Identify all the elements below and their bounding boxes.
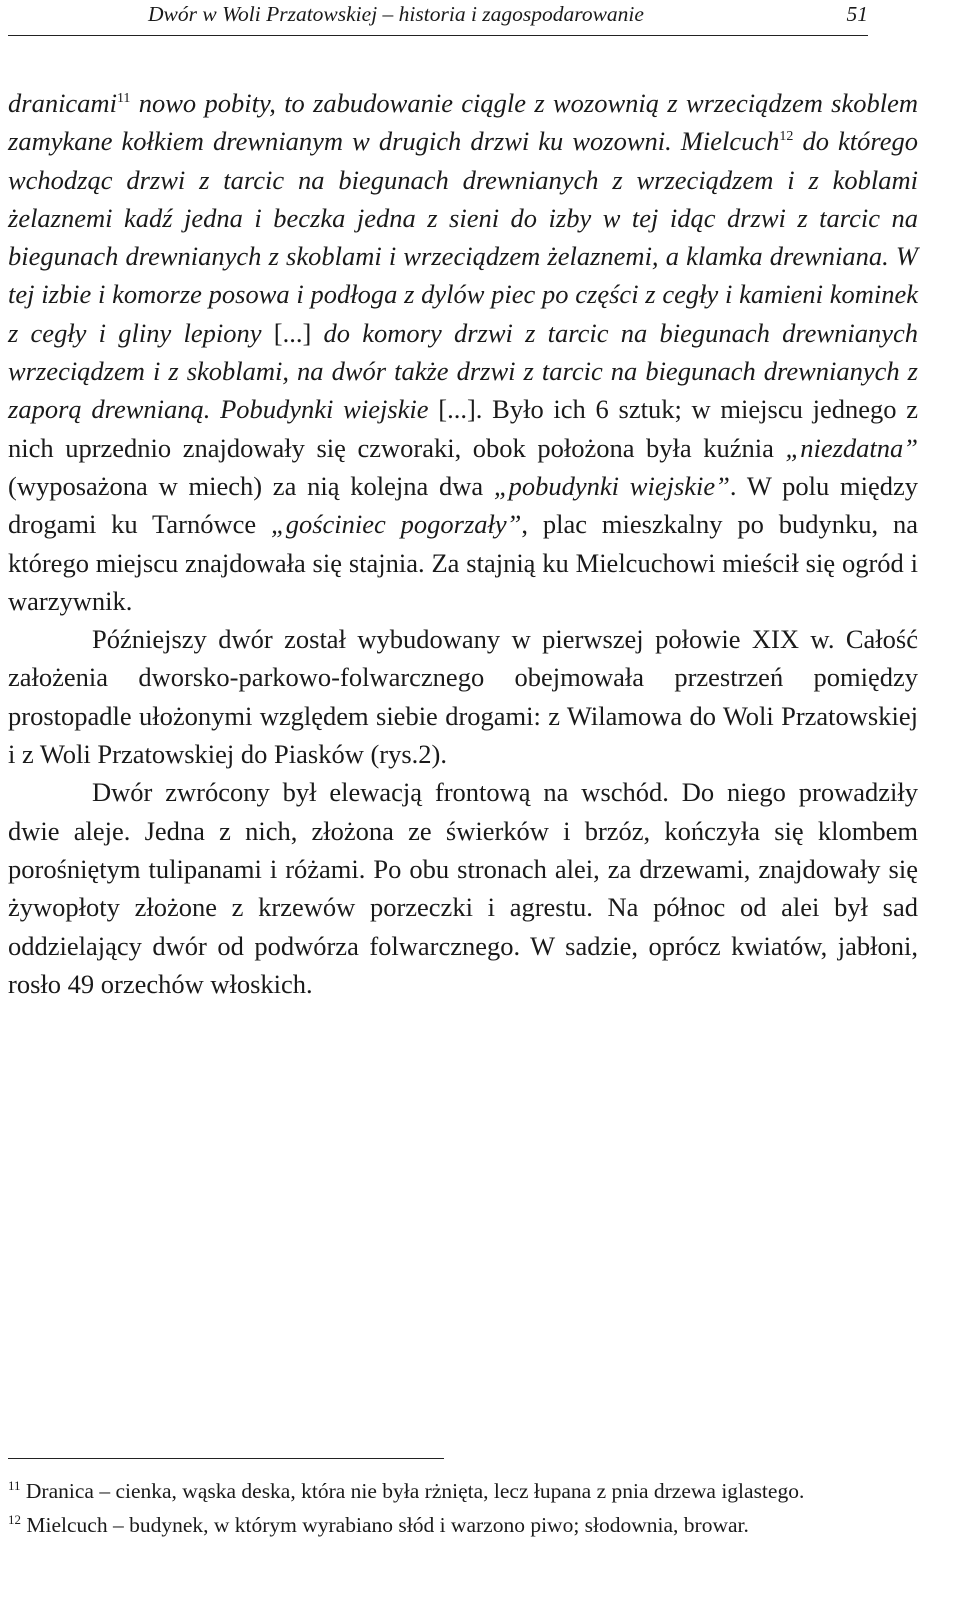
footnote-ref-11: 11 [116, 91, 131, 107]
ellipsis-bracket: [...] [273, 317, 312, 348]
text-span: . Było ich 6 sztuk; w miejscu jednego z nich uprzednio znajdowały się czworaki, obok położona była kuźnia [8, 394, 918, 463]
footnote-mark: 12 [8, 1511, 21, 1527]
main-text [8, 84, 918, 1003]
footnote-text: Dranica – cienka, wąska deska, która nie była rżnięta, lecz łupana z pnia drzewa iglastego. [20, 1479, 805, 1503]
footnotes [8, 1474, 918, 1542]
text-span: nowo pobity, to zabudowanie ciągle z wozownią z wrzeciądzem skoblem zamykane kołkiem drewnianym w drugich drzwi ku wozowni. Mielcuch [8, 88, 918, 157]
text-span: , plac mieszkalny po budynku, na którego miejscu znajdowała się stajnia. Za stajnią ku Mielcuchowi mieścił się ogród i warzywnik. [8, 509, 918, 616]
footnote-12 [8, 1508, 918, 1542]
text-span: do którego wchodząc drzwi z tarcic na biegunach drewnianych z wrzeciądzem i z koblami żelaznemi kadź jedna i beczka jedna z sieni do izby w tej idąc drzwi z tarcic na biegunach drewnianych z skoblami i wrzeciądzem żelaznemi, a klamka drewniana. W tej izbie i komorze posowa i podłoga z dylów piec po części z cegły i kamieni kominek z cegły i gliny lepiony [8, 126, 919, 348]
paragraph-later-manor: Późniejszy dwór został wybudowany w pierwszej połowie XIX w. Całość założenia dworsko-parkowo-folwarcznego obejmowała przestrzeń pomiędzy prostopadle ułożonymi względem siebie drogami: z Wilamowa do Woli Przatowskiej i z Woli Przatowskiej do Piasków (rys.2). [8, 624, 918, 770]
paragraph-manor-orientation: Dwór zwrócony był elewacją frontową na wschód. Do niego prowadziły dwie aleje. Jedna z nich, złożona ze świerków i brzóz, kończyła się klombem porośniętym tulipanami i różami. Po obu stronach alei, za drzewami, znajdowały się żywopłoty złożone z krzewów porzeczki i agrestu. Na północ od alei był sad oddzielający dwór od podwórza folwarcznego. W sadzie, oprócz kwiatów, jabłoni, rosło 49 orzechów włoskich. [8, 777, 918, 999]
footnote-ref-12: 12 [779, 129, 794, 145]
quoted-term: „gościniec pogorzały” [270, 509, 522, 540]
text-span: (wyposażona w miech) za nią kolejna dwa [8, 470, 494, 501]
running-title: Dwór w Woli Przatowskiej – historia i zagospodarowanie [148, 2, 644, 26]
running-header [8, 0, 868, 36]
quoted-term: „pobudynki wiejskie” [493, 470, 730, 501]
footnote-text: Mielcuch – budynek, w którym wyrabiano słód i warzono piwo; słodownia, browar. [21, 1513, 749, 1537]
text-span: . W polu między drogami ku Tarnówce [8, 470, 919, 540]
footnote-mark: 11 [8, 1477, 21, 1493]
paragraph-quoted-inventory [8, 84, 918, 620]
footnote-11 [8, 1474, 918, 1508]
text-span: do komory drzwi z tarcic na biegunach drewnianych wrzeciądzem i z skoblami, na dwór także drzwi z tarcic na biegunach drewnianych z zaporą drewnianą. Pobudynki wiejskie [8, 317, 918, 425]
quoted-term: „niezdatna” [785, 432, 918, 463]
footnote-separator [8, 1458, 444, 1459]
page-number: 51 [846, 2, 868, 26]
text-span: dranicami [8, 88, 117, 118]
ellipsis-bracket: [...] [438, 394, 476, 425]
